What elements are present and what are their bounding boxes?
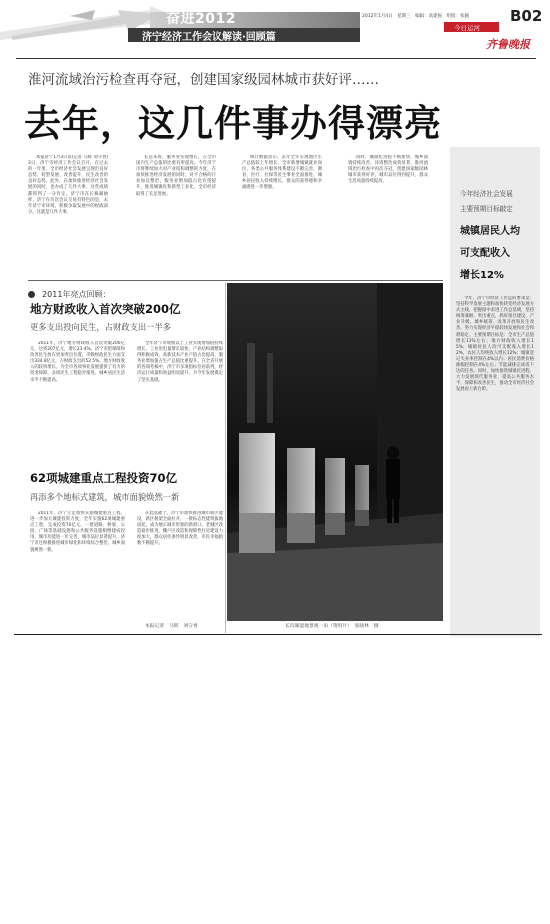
feature-photo [227,283,443,621]
bottom-rule [14,634,542,635]
review-column-2b [137,511,223,621]
sidebar-kicker-1: 今年经济社会发展 [460,190,513,198]
headline-title: 去年，这几件事办得漂亮 [24,102,442,145]
sidebar-body [456,296,534,632]
review-headline-1: 地方财政收入首次突破200亿 [30,302,181,316]
review-paragraph-2: 全年济宁市规模以上工业实现增加值持续增长，工业用电量增长较快，产业结构调整取得积极成效，高新技术产业产值占比提高，服务业增加值占生产总值比重提升。在全省开展的各项考核中，济宁市多项指标位居前列，经济运行质量和效益明显提升，为今年发展奠定了坚实基础。 [137,341,223,383]
review-column-2a [30,511,125,626]
review-paragraph-4: 在此基础上，济宁市加快推进城市新区建设，新区框架全面拉开，一批标志性建筑拔地而起，成为展示城市形象的新窗口。老城区改造稳步推进，棚户区改造和保障性住房建设力度加大，群众居住条件明显改善，市民幸福指数不断提升。 [137,511,223,547]
sidebar-headline-1: 城镇居民人均 [460,226,520,237]
masthead [0,0,550,56]
paper-logo: 齐鲁晚报 [486,38,530,51]
review-byline: 本报记者 马辉 刘守香 [145,624,198,629]
column-divider [225,283,226,633]
intro-column-2 [136,155,216,272]
header-rule [16,58,536,59]
review-column-1a [30,341,125,457]
intro-paragraph-2: 长远来看，服务业实现增长，占全市国内生产总值的比重有所提高。今年济宁市将继续加大对产业结构调整的力度，在加快推进经济发展的同时，对不合格的行业加以整治，服务业增加值占比有望提升，推进城镇化和新型工业化，全市经济取得了长足进展。 [136,155,216,197]
sidebar-kicker-2: 主要预期目标敲定 [460,205,513,213]
section-subtitle: 济宁经济工作会议解读·回顾篇 [142,32,276,43]
sidebar-headline-3: 增长12% [460,270,504,281]
headline-kicker: 淮河流域治污检查再夺冠，创建国家级园林城市获好评…… [28,72,379,88]
review-headline-2: 62项城建重点工程投资70亿 [30,471,178,485]
edition-tag [444,22,499,32]
intro-paragraph-4: 同时，城镇化进程不断加快，城乡面貌持续改善，环境整治成效显著，淮河流域治污检查中再次夺冠，创建国家级园林城市获得好评，城市品位得到提升，群众生活质量持续提高。 [348,155,428,185]
photo-caption: 长沟湖湿地景观一角（资料片） 张晓林 摄 [285,624,379,629]
sidebar-paragraph: 今年，济宁市经济工作总的要求是：坚持科学发展主题和加快转变经济发展方式主线，把握稳中求进工作总基调，坚持统筹兼顾、突出重点，抓好项目建设、产业升级、城乡统筹、改革开放和民生改善，努力实现经济平稳较快发展和社会和谐稳定。主要预期目标是：全市生产总值增长11%左右；地方财政收入增长15%；城镇居民人均可支配收入增长12%，农民人均纯收入增长12%；城镇登记失业率控制在4%以内；居民消费价格涨幅控制在4%左右；节能减排完成省下达的任务。同时，加快推进城镇化进程，大力发展现代服务业，提高公共服务水平，保障和改善民生，推动全市经济社会发展再上新台阶。 [456,296,534,393]
intro-column-4 [348,155,428,272]
review-paragraph-1: 2011年，济宁地方财政收入首次突破200亿元，达到207亿元，增长23.4%。济宁市把保障和改善民生放在更加突出位置，市级财政民生方面支出334.8亿元，占财政支出的52.5%。地方财政收入的较快增长，为全市各项事业发展提供了有力的资金保障，多项民生工程稳步推进，城乡居民生活水平不断提高。 [30,341,125,383]
review-paragraph-3: 2011年，济宁立足加快实施城建重点工程，进一步加大城建投资力度，全年实施62项城建重点工程，完成投资70亿元。一批道路、桥梁、公园、广场等基础设施和公共服务设施相继建成投用，城市功能进一步完善，城市品位显著提升。济宁市还积极推进城市绿化和环境综合整治，城乡面貌焕然一新。 [30,511,125,553]
review-subhead-1: 更多支出投向民生，占财政支出一半多 [30,322,172,332]
edition-label: 今日运河 [454,24,480,32]
photo-graphic [227,283,443,621]
sidebar-headline-2: 可支配收入 [460,248,510,259]
section-title: 奋进2012 [166,11,236,27]
intro-paragraph-3: 统计数据显示，去年全年实现地区生产总值较上年增长，全市新增城镇就业岗位，各类公共服务体系建设不断完善，教育、医疗、社保等民生事业全面推进，城乡居民收入持续增长，群众的获得感和幸福感进一步增强。 [242,155,322,191]
review-column-1b [137,341,223,457]
date-info: 2012年1月4日 星期三 编辑：高建振 组版：张颖 [362,14,470,19]
review-subhead-2: 再添多个地标式建筑，城市面貌焕然一新 [30,492,180,502]
intro-column-1 [28,155,108,272]
page-code: B02 [510,7,543,25]
review-label-text: 2011年亮点回顾： [42,290,111,299]
circle-bullet-icon [28,291,35,298]
intro-column-3 [242,155,322,272]
intro-paragraph-1: 本报济宁1月3日讯(记者 马辉 刘守香) 3日，济宁市经济工作会议召开，在过去的一年里，全市经济社会发展呈现出良好态势，转型发展、改善提升、民生改善的良好态势。此外，在加快推进经济社会发展的同时，也办成了几件大事，这些成绩都得到了一分肯定。济宁市在长株湖抽样，济宁在历次会议交易有特色的是，去年济宁市环境、积极争取发展中的财政部分。这就是几件大事。 [28,155,108,215]
review-top-rule [28,280,443,281]
